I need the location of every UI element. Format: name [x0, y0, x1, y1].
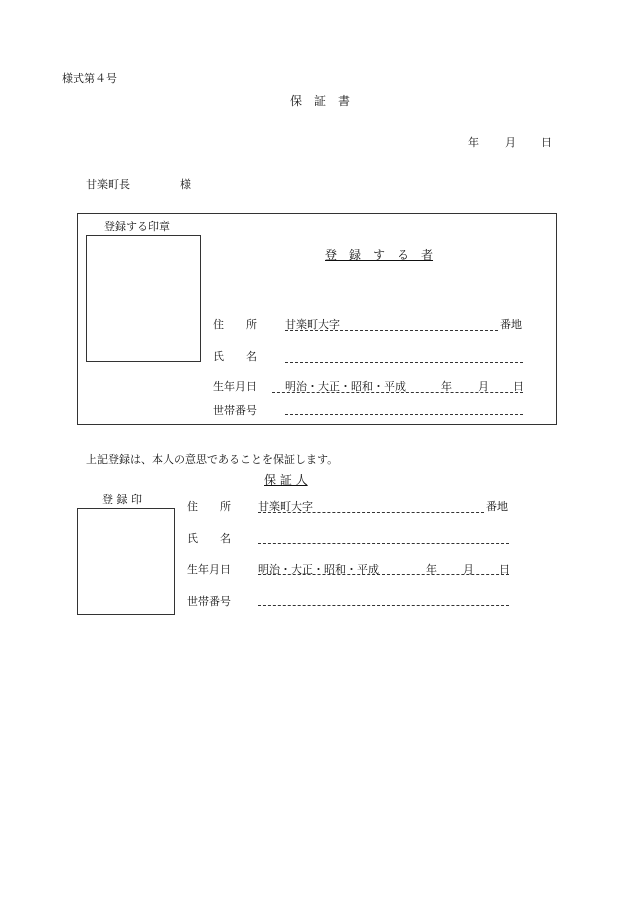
guarantor-address-suffix: 番地 [486, 500, 508, 513]
guarantor-birth-day: 日 [499, 563, 510, 576]
guarantor-address-prefix: 甘楽町大字 [258, 500, 313, 513]
guarantor-birth-year: 年 [426, 563, 437, 576]
date-month-label: 月 [505, 136, 516, 149]
guarantor-eras: 明治・大正・昭和・平成 [258, 563, 379, 576]
guarantee-statement: 上記登録は、本人の意思であることを保証します。 [86, 453, 339, 466]
registrant-birth-day: 日 [513, 380, 524, 393]
registrant-birth-year: 年 [441, 380, 452, 393]
page-title: 保 証 書 [290, 94, 351, 108]
form-number: 様式第４号 [62, 72, 117, 85]
registrant-eras: 明治・大正・昭和・平成 [285, 380, 406, 393]
registrant-seal-caption: 登録する印章 [104, 220, 170, 233]
registrant-name-field[interactable] [285, 362, 523, 363]
addressee-town: 甘楽町長 [86, 178, 130, 191]
guarantor-name-label: 氏 名 [187, 532, 231, 545]
guarantor-seal-box[interactable] [77, 508, 175, 615]
registrant-address-field[interactable] [285, 330, 498, 331]
guarantor-birth-month: 月 [463, 563, 474, 576]
addressee-honorific: 様 [180, 178, 191, 191]
registrant-birth-month: 月 [478, 380, 489, 393]
registrant-name-label: 氏 名 [213, 350, 257, 363]
date-day-label: 日 [541, 136, 552, 149]
guarantor-household-label: 世帯番号 [187, 595, 231, 608]
guarantor-address-label: 住 所 [187, 500, 231, 513]
guarantor-heading: 保 証 人 [264, 473, 308, 487]
registrant-address-suffix: 番地 [500, 318, 522, 331]
guarantor-seal-caption: 登 録 印 [102, 493, 142, 506]
registrant-heading: 登 録 す る 者 [325, 248, 434, 262]
date-year-label: 年 [468, 136, 479, 149]
registrant-address-prefix: 甘楽町大字 [285, 318, 340, 331]
registrant-household-label: 世帯番号 [213, 404, 257, 417]
registrant-address-label: 住 所 [213, 318, 257, 331]
guarantor-address-field[interactable] [258, 512, 484, 513]
guarantor-birth-label: 生年月日 [187, 563, 231, 576]
registrant-seal-box[interactable] [86, 235, 201, 362]
registrant-birth-label: 生年月日 [213, 380, 257, 393]
guarantor-name-field[interactable] [258, 543, 509, 544]
guarantor-household-field[interactable] [258, 605, 509, 606]
registrant-household-field[interactable] [285, 414, 523, 415]
